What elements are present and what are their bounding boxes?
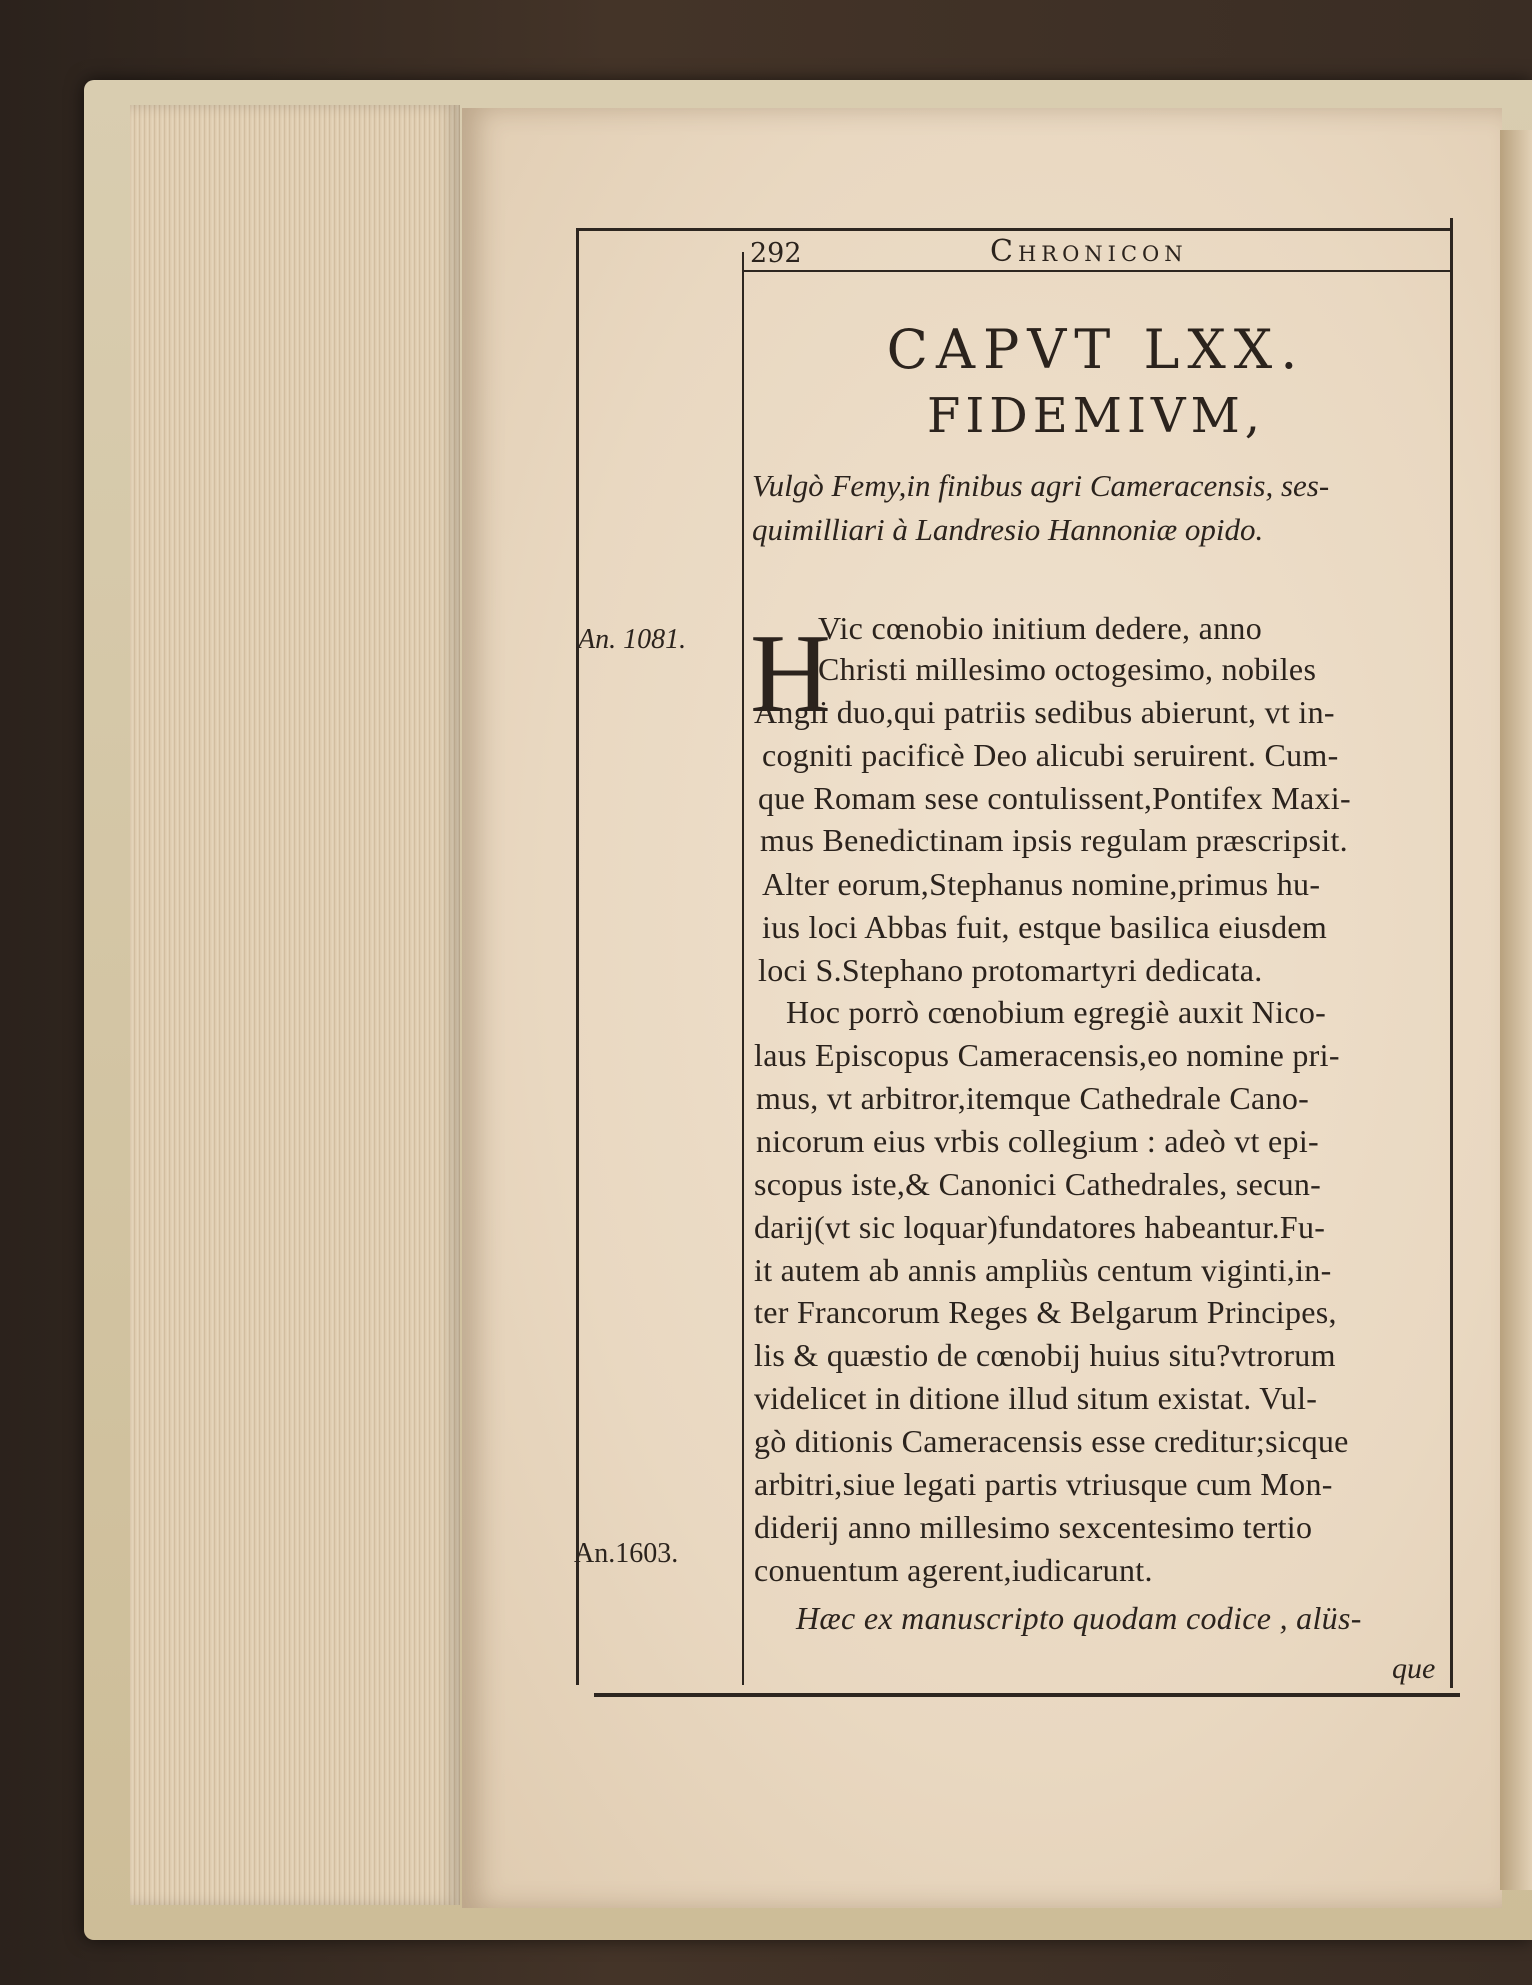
body-line: Hæc ex manuscripto quodam codice , alüs-: [796, 1600, 1362, 1636]
drop-cap: H: [750, 612, 831, 736]
margin-note-year: An.1603.: [574, 1538, 679, 1569]
header-rule: [742, 270, 1450, 272]
body-line: laus Episcopus Cameracensis,eo nomine pri-: [754, 1037, 1340, 1073]
margin-divider-rule: [742, 252, 744, 1685]
page-number: 292: [750, 238, 802, 269]
body-line: cogniti pacificè Deo alicubi seruirent. Cum-: [762, 737, 1339, 773]
body-line: lis & quæstio de cœnobij huius situ?vtrorum: [754, 1337, 1336, 1373]
body-line: it autem ab annis ampliùs centum viginti,in-: [754, 1252, 1332, 1288]
margin-note-year: An. 1081.: [578, 624, 687, 655]
subtitle-line: Vulgò Femy,in finibus agri Cameracensis, ses-: [752, 468, 1330, 503]
body-line: scopus iste,& Canonici Cathedrales, secun-: [754, 1166, 1322, 1202]
facing-page-edge: [1500, 130, 1532, 1890]
page-edges: [130, 105, 460, 1905]
place-title: FIDEMIVM,: [927, 388, 1265, 444]
frame-top-rule: [576, 228, 1450, 231]
body-line: Alter eorum,Stephanus nomine,primus hu-: [762, 866, 1321, 902]
body-line: nicorum eius vrbis collegium : adeò vt epi-: [756, 1123, 1319, 1159]
body-line: ius loci Abbas fuit, estque basilica eiusdem: [762, 909, 1328, 945]
subtitle-line: quimilliari à Landresio Hannoniæ opido.: [752, 512, 1264, 547]
body-line: Hoc porrò cœnobium egregiè auxit Nico-: [786, 994, 1327, 1030]
body-line: mus Benedictinam ipsis regulam præscripsit.: [760, 822, 1348, 858]
body-line: Vic cœnobio initium dedere, anno: [818, 610, 1263, 646]
body-line: videlicet in ditione illud situm existat. Vul-: [754, 1380, 1318, 1416]
body-line: darij(vt sic loquar)fundatores habeantur.Fu-: [754, 1209, 1326, 1245]
frame-right-rule: [1450, 218, 1453, 1688]
chapter-title: CAPVT LXX.: [886, 318, 1306, 381]
body-line: diderij anno millesimo sexcentesimo tertio: [754, 1509, 1313, 1545]
body-line: loci S.Stephano protomartyri dedicata.: [758, 952, 1263, 988]
body-line: conuentum agerent,iudicarunt.: [754, 1552, 1153, 1588]
body-line: ter Francorum Reges & Belgarum Principes,: [754, 1294, 1337, 1330]
body-line: Christi millesimo octogesimo, nobiles: [818, 651, 1317, 687]
frame-left-rule: [576, 230, 579, 1685]
catchword: que: [1392, 1652, 1436, 1685]
body-line: Angli duo,qui patriis sedibus abierunt, vt in-: [754, 694, 1335, 730]
body-line: gò ditionis Cameracensis esse creditur;sicque: [754, 1423, 1349, 1459]
body-line: que Romam sese contulissent,Pontifex Maxi-: [758, 780, 1351, 816]
frame-bottom-rule: [594, 1693, 1460, 1697]
body-line: mus, vt arbitror,itemque Cathedrale Cano-: [756, 1080, 1310, 1116]
body-line: arbitri,siue legati partis vtriusque cum Mon-: [754, 1466, 1333, 1502]
running-head: Chronicon: [990, 234, 1188, 269]
